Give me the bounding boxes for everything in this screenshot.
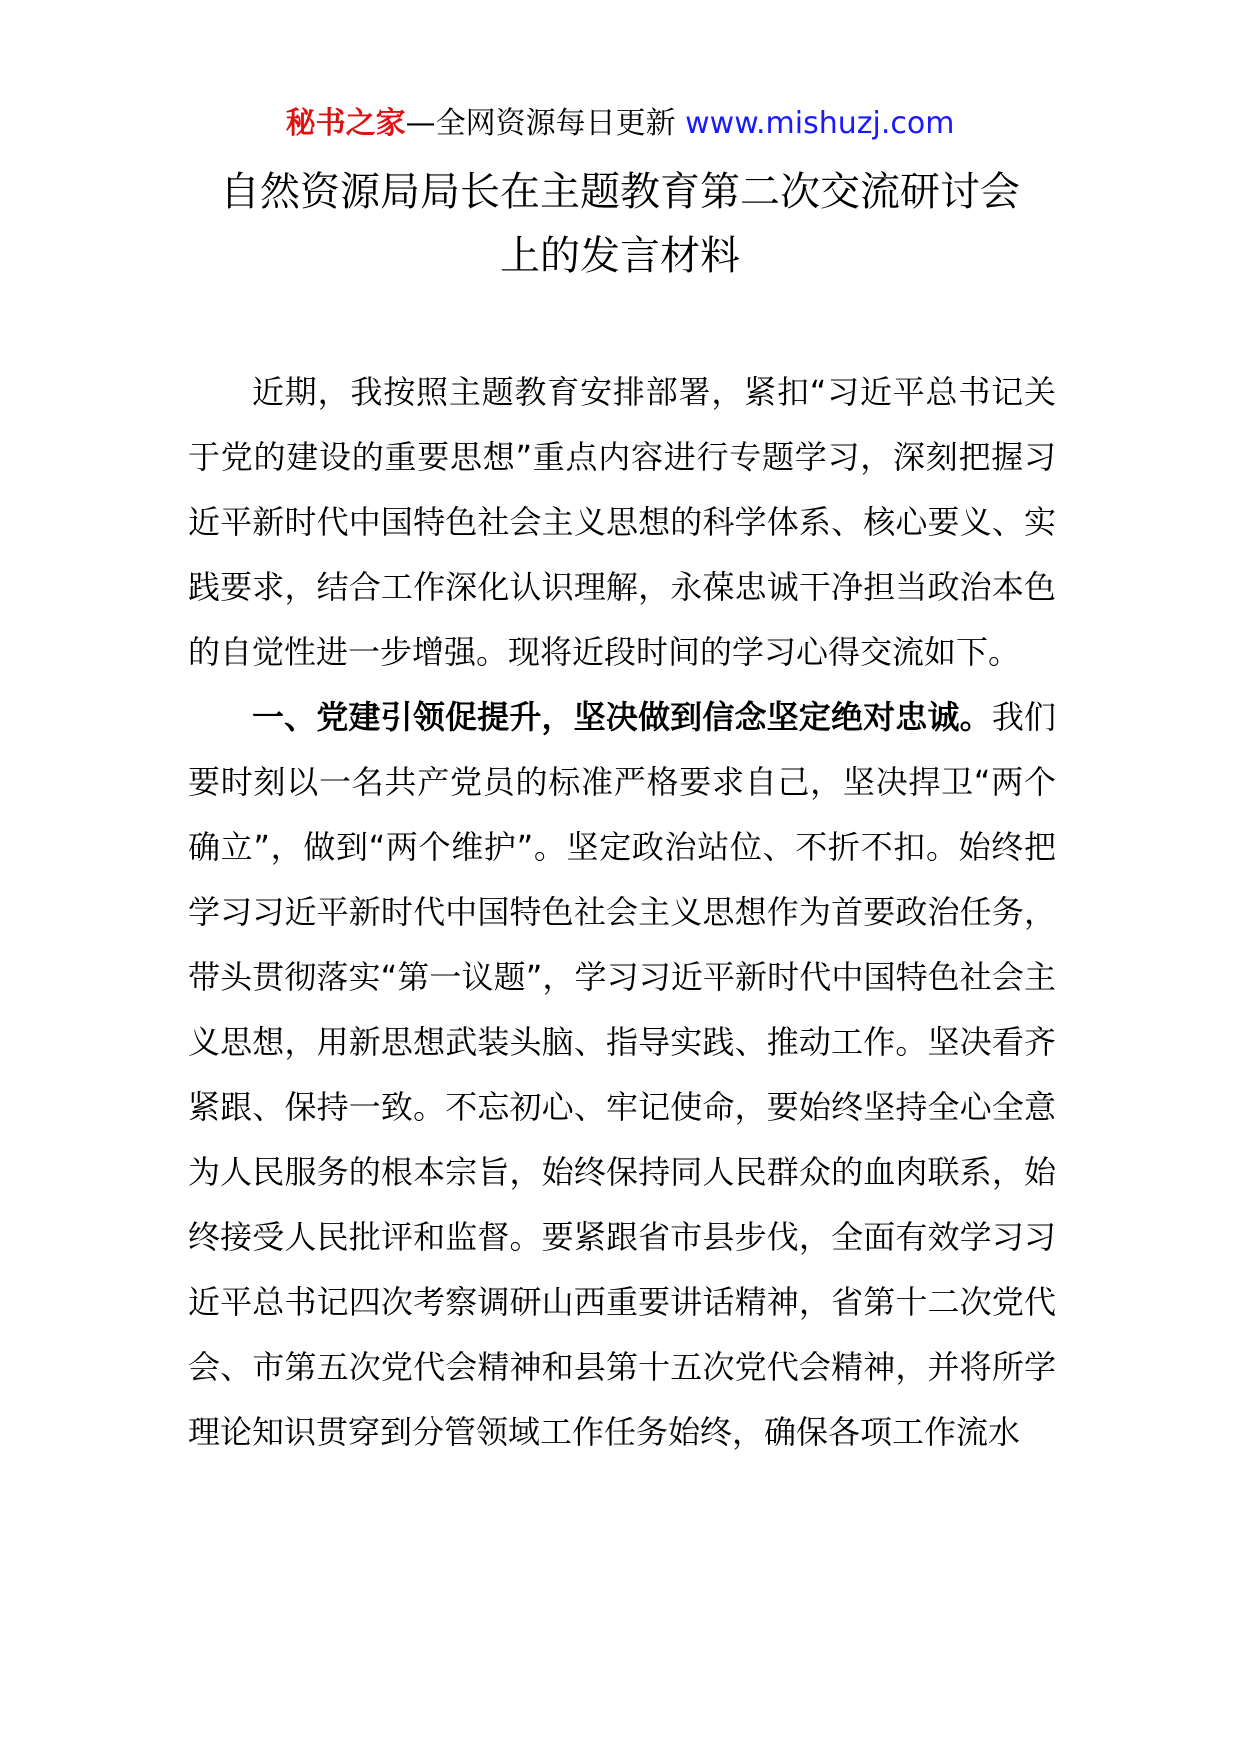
title-line-1: 自然资源局局长在主题教育第二次交流研讨会: [220, 169, 1020, 215]
title-line-2: 上的发言材料: [500, 233, 740, 279]
site-url-link[interactable]: www.mishuzj.com: [685, 106, 955, 141]
section-1-heading: 一、党建引领促提升，坚决做到信念坚定绝对忠诚。: [252, 698, 992, 736]
header-slogan: —全网资源每日更新: [405, 106, 686, 141]
site-header: [0, 102, 1240, 146]
document-title: [180, 160, 1060, 288]
document-body: [188, 360, 1056, 1465]
brand-name: 秘书之家: [285, 106, 406, 141]
intro-paragraph: 近期，我按照主题教育安排部署，紧扣“习近平总书记关于党的建设的重要思想”重点内容进行专题学习，深刻把握习近平新时代中国特色社会主义思想的科学体系、核心要义、实践要求，结合工作深化认识理解，永葆忠诚干净担当政治本色的自觉性进一步增强。现将近段时间的学习心得交流如下。: [188, 373, 1056, 671]
section-1-text: 我们要时刻以一名共产党员的标准严格要求自己，坚决捍卫“两个确立”，做到“两个维护”。坚定政治站位、不折不扣。始终把学习习近平新时代中国特色社会主义思想作为首要政治任务，带头贯彻落实“第一议题”，学习习近平新时代中国特色社会主义思想，用新思想武装头脑、指导实践、推动工作。坚决看齐紧跟、保持一致。不忘初心、牢记使命，要始终坚持全心全意为人民服务的根本宗旨，始终保持同人民群众的血肉联系，始终接受人民批评和监督。要紧跟省市县步伐，全面有效学习习近平总书记四次考察调研山西重要讲话精神，省第十二次党代会、市第五次党代会精神和县第十五次党代会精神，并将所学理论知识贯穿到分管领域工作任务始终，确保各项工作流水: [188, 698, 1056, 1451]
section-1-paragraph: [188, 685, 1056, 1465]
